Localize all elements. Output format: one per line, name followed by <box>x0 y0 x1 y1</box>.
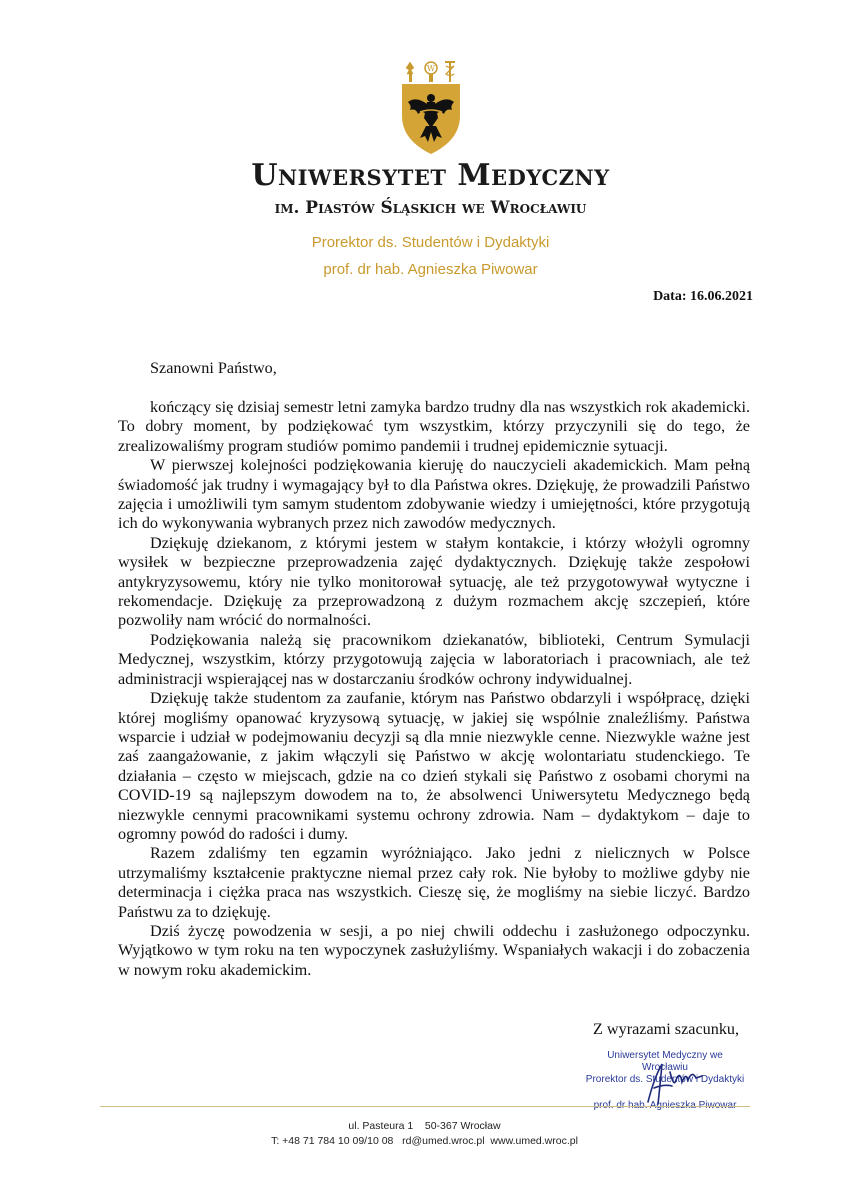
letter-paragraph: W pierwszej kolejności podziękowania kieruję do nauczycieli akademickich. Mam pełną świadomość jak trudny i wymagający był to dla Państwa okres. Dziękuję, że prowadzili Państwo zajęcia i umożliwili tym samym studentom zdobywanie wiedzy i umiejętności, które przygotują ich do wykonywania wybranych przez nich zawodów medycznych. <box>118 456 750 533</box>
footer-divider <box>100 1106 750 1107</box>
svg-text:W: W <box>426 64 436 73</box>
handwritten-signature <box>640 1058 710 1108</box>
letter-paragraph: Razem zdaliśmy ten egzamin wyróżniająco. Jako jedni z nielicznych w Polsce utrzymaliśmy kształcenie praktyczne niemal przez cały rok. Nie byłoby to możliwe gdyby nie determinacja i ciężka praca nas wszystkich. Cieszę się, że mogliśmy na siebie liczyć. Bardzo Państwu za to dziękuję. <box>118 844 750 921</box>
person-name: prof. dr hab. Agnieszka Piwowar <box>323 261 538 278</box>
letter-date: Data: 16.06.2021 <box>653 289 753 304</box>
letter-greeting: Szanowni Państwo, <box>150 359 277 377</box>
footer-address: ul. Pasteura 1 50-367 Wrocław <box>348 1120 501 1132</box>
letter-paragraph: Podziękowania należą się pracownikom dziekanatów, biblioteki, Centrum Symulacji Medycznej, wszystkim, którzy przygotowują zajęcia w laboratoriach i pracowniach, ale też administracji wspierającej nas w dostarczaniu środków ochrony indywidualnej. <box>118 630 750 688</box>
letter-body <box>118 398 750 980</box>
stamp-line-office: Prorektor ds. Studentów i Dydaktyki <box>585 1074 745 1085</box>
stamp-line-person: prof. dr hab. Agnieszka Piwowar <box>593 1100 737 1111</box>
university-subtitle: im. Piastów Śląskich we Wrocławiu <box>274 198 587 218</box>
letter-closing: Z wyrazami szacunku, <box>593 1020 740 1038</box>
stamp-line-institution: Uniwersytet Medyczny we Wrocławiu <box>607 1050 723 1073</box>
letter-paragraph: Dziękuję także studentom za zaufanie, którym nas Państwo obdarzyli i współpracę, dzięki której mogliśmy opanować kryzysową sytuację, w jakiej się wspólnie znaleźliśmy. Państwa wsparcie i udział w podejmowaniu decyzji są dla mnie niezwykle cenne. Niezwykle ważne jest zaś zaangażowanie, z jakim włączyli się Państwo w akcję wolontariatu studenckiego. Te działania – często w miejscach, gdzie na co dzień stykali się Państwo z osobami chorymi na COVID-19 są najlepszym dowodem na to, że absolwenci Uniwersytetu Medycznego będą niezwykle cennymi pracownikami systemu ochrony zdrowia. Nam – dydaktykom – daje to ogromny powód do radości i dumy. <box>118 689 750 843</box>
footer-contact: T: +48 71 784 10 09/10 08 rd@umed.wroc.pl www.umed.wroc.pl <box>271 1135 578 1147</box>
letter-paragraph: kończący się dzisiaj semestr letni zamyka bardzo trudny dla nas wszystkich rok akademicki. To dobry moment, by podziękować tym wszystkim, którzy przyczynili się do tego, że zrealizowaliśmy program studiów pomimo pandemii i trudnej epidemicznie sytuacji. <box>118 398 750 455</box>
university-name: Uniwersytet Medyczny <box>251 158 610 193</box>
letter-paragraph: Dziękuję dziekanom, z którymi jestem w stałym kontakcie, i którzy włożyli ogromny wysiłek w bezpieczne przeprowadzenia zajęć dydaktycznych. Dziękuję także zespołowi antykryzysowemu, który nie tylko monitorował sytuację, ale też przygotowywał wytyczne i rekomendacje. Dziękuję za przeprowadzoną z dużym rozmachem akcję szczepień, które pozwoliły nam wrócić do normalności. <box>118 533 750 630</box>
university-crest-logo <box>398 58 464 156</box>
office-title: Prorektor ds. Studentów i Dydaktyki <box>311 234 550 251</box>
letter-paragraph: Dziś życzę powodzenia w sesji, a po niej chwili oddechu i zasłużonego odpoczynku. Wyjątkowo w tym roku na ten wypoczynek zasłużyliśmy. Wspaniałych wakacji i do zobaczenia w nowym roku akademickim. <box>118 921 750 979</box>
